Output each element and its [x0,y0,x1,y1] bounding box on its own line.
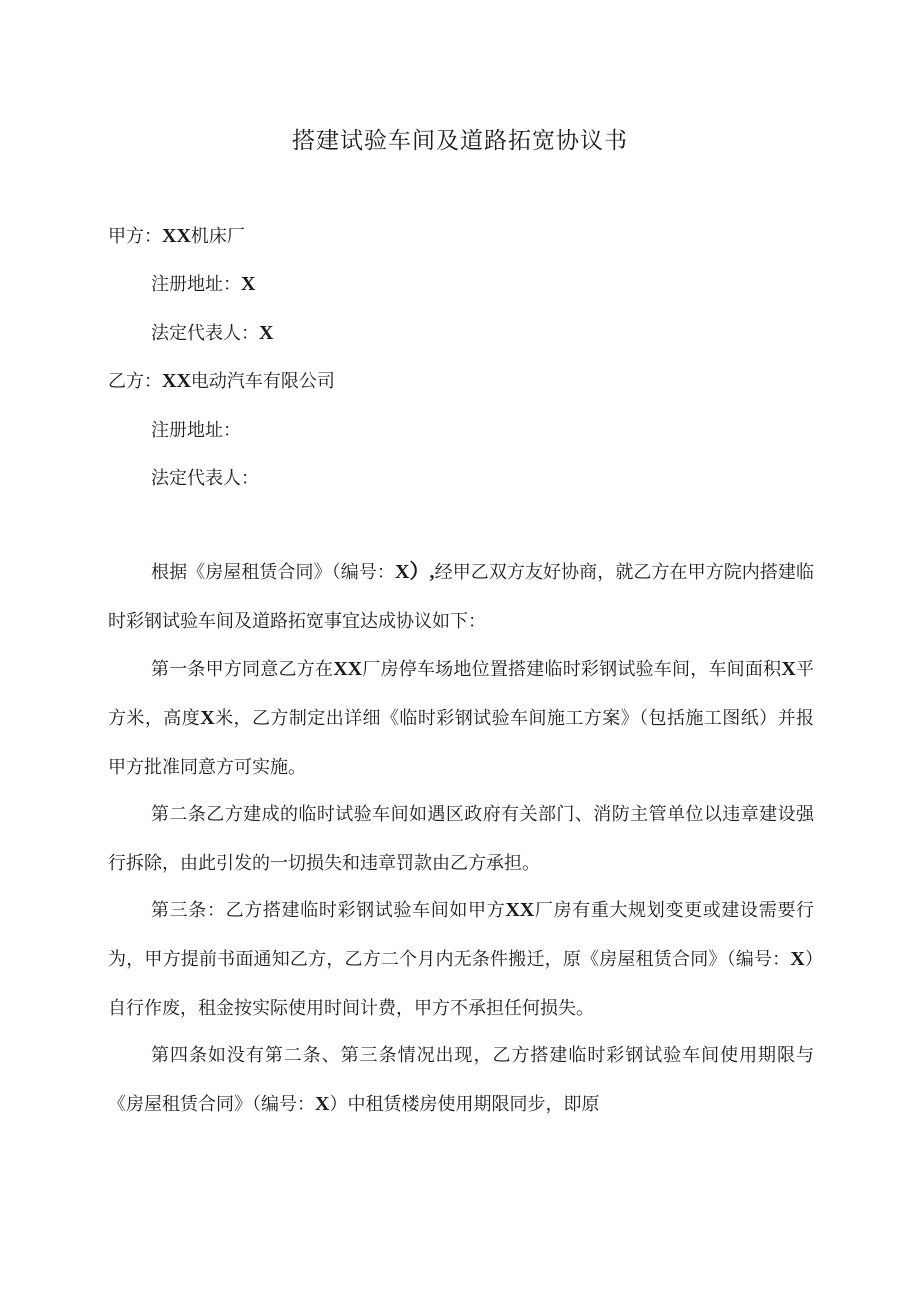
document-title: 搭建试验车间及道路拓宽协议书 [292,128,628,154]
party-a-address-line [151,270,255,296]
clause-4-text-2: ）中租赁楼房使用期限同步，即原 [329,1094,600,1115]
party-a-name: 机床厂 [190,226,245,247]
party-b-line [108,367,335,393]
clause-1-text-2: 厂房停车场地位置搭建临时彩钢试验车间，车间面积 [362,659,782,680]
clause-1-text-1: 第一条甲方同意乙方在 [151,659,334,680]
clause-1-paragraph [108,645,814,792]
party-b-label: 乙方： [108,371,162,392]
clause-2-text-1: 第二条乙方建成的临时试验车间如遇区政府有关部门、消防主管单位以违章建设强行拆除，由此引发的一切损失和违章罚款由乙方承担。 [108,804,814,874]
party-b-address-line [151,416,241,442]
clause-3-text-3: ）自行作废，租金按实际使用时间计费，甲方不承担任何损失。 [108,949,815,1019]
intro-text-2: 经甲乙双方友好协商，就乙方在甲方院内搭建临时彩钢试验车间及道路拓宽事宜达成协议如下： [108,562,815,632]
intro-paragraph [108,548,814,646]
clause-1-bold-1: XX [333,658,363,680]
intro-bold-1: X）, [394,561,435,583]
clause-4-paragraph [108,1031,814,1129]
clause-3-text-1: 第三条：乙方搭建临时彩钢试验车间如甲方 [151,900,506,921]
clause-4-bold-1: X [315,1093,330,1115]
party-a-rep-line [151,319,273,345]
clause-3-bold-2: X [790,948,805,970]
party-b-rep-label: 法定代表人： [151,468,259,489]
clause-1-bold-2: X [781,658,796,680]
party-b-address-label: 注册地址： [151,420,241,441]
party-a-name-code: XX [162,225,191,247]
party-a-rep-label: 法定代表人： [151,323,259,344]
clause-1-bold-3: X [200,707,215,729]
party-a-label: 甲方： [108,226,162,247]
party-a-address-label: 注册地址： [151,274,241,295]
clause-2-paragraph [108,790,814,888]
clause-3-paragraph [108,886,814,1033]
clause-3-text-2: 厂房有重大规划变更或建设需要行为，甲方提前书面通知乙方，乙方二个月内无条件搬迁，原《房屋租赁合同》（编号： [108,900,815,970]
party-b-name: 电动汽车有限公司 [190,371,335,392]
clause-1-text-3: 平方米，高度 [108,659,814,729]
clause-4-text-1: 第四条如没有第二条、第三条情况出现，乙方搭建临时彩钢试验车间使用期限与《房屋租赁合同》（编号： [108,1045,814,1115]
party-b-rep-line [151,464,259,490]
party-a-line [108,222,245,248]
party-b-name-code: XX [162,370,191,392]
clause-1-text-4: 米，乙方制定出详细《临时彩钢试验车间施工方案》（包括施工图纸）并报甲方批准同意方可实施。 [108,708,815,778]
intro-text-1: 根据《房屋租赁合同》（编号： [151,562,395,583]
party-a-address-value: X [241,273,256,295]
party-a-rep-value: X [259,322,274,344]
clause-3-bold-1: XX [505,899,535,921]
